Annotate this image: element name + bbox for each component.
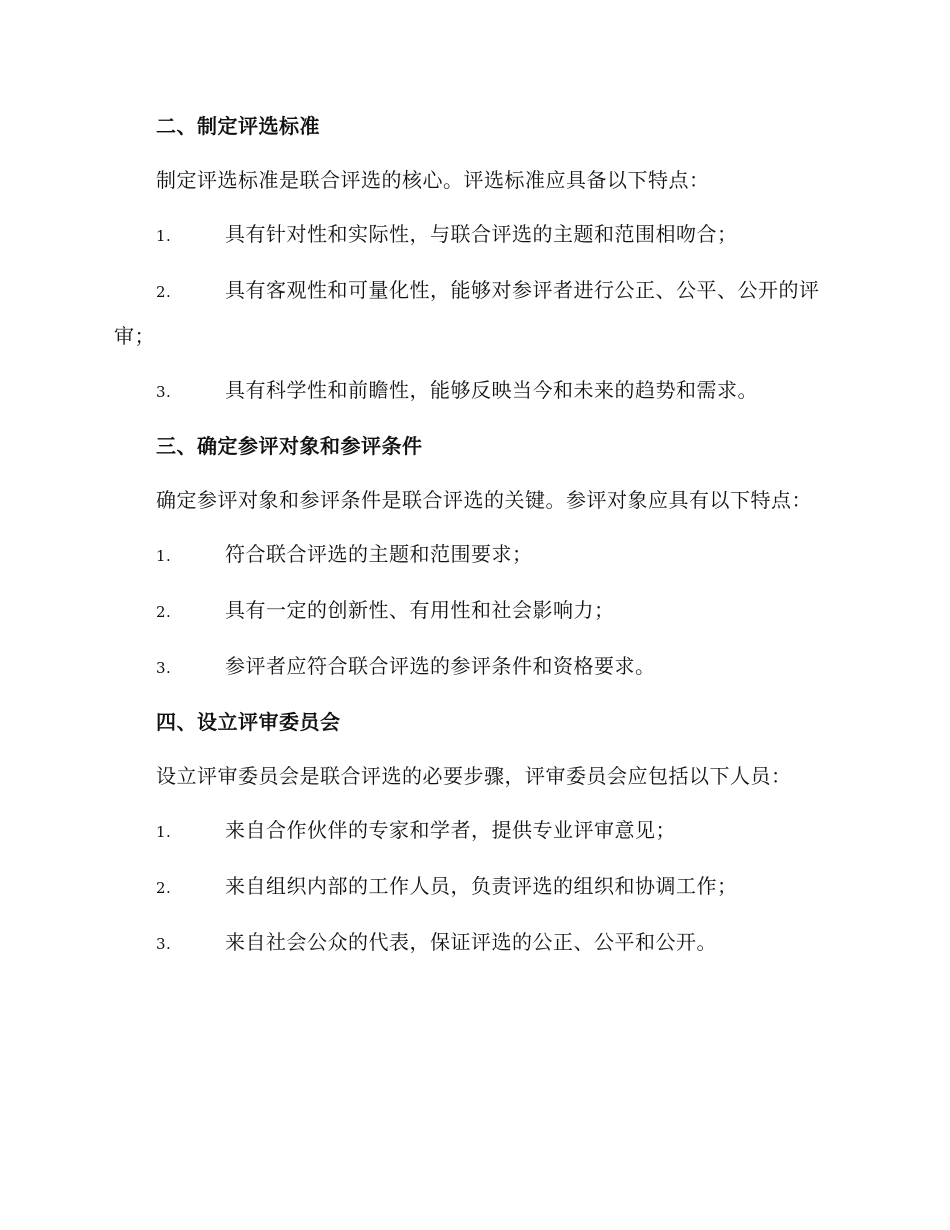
list-item — [114, 368, 836, 414]
list-item-number: 2. — [156, 283, 172, 301]
list-item — [114, 864, 836, 910]
list-item-number: 2. — [156, 603, 172, 621]
list-item-text: 具有客观性和可量化性，能够对参评者进行公正、公平、公开的评审； — [114, 278, 820, 348]
list-item-text: 来自合作伙伴的专家和学者，提供专业评审意见； — [225, 818, 676, 842]
list-item — [114, 212, 836, 258]
list-item-text: 具有针对性和实际性，与联合评选的主题和范围相吻合； — [225, 222, 738, 246]
list-item-text: 符合联合评选的主题和范围要求； — [225, 542, 533, 566]
document-body — [114, 104, 836, 976]
list-item — [114, 920, 836, 966]
list-item-number: 3. — [156, 935, 172, 953]
section-intro: 设立评审委员会是联合评选的必要步骤，评审委员会应包括以下人员： — [156, 764, 792, 788]
list-item — [114, 532, 836, 578]
list-item-text: 参评者应符合联合评选的参评条件和资格要求。 — [225, 654, 656, 678]
list-item-number: 3. — [156, 659, 172, 677]
list-item-number: 1. — [156, 547, 172, 565]
list-item — [114, 268, 836, 358]
list-item-number: 2. — [156, 879, 172, 897]
section-intro: 确定参评对象和参评条件是联合评选的关键。参评对象应具有以下特点： — [156, 488, 812, 512]
section-heading: 二、制定评选标准 — [156, 114, 320, 138]
list-item-number: 3. — [156, 383, 172, 401]
section-heading: 四、设立评审委员会 — [156, 710, 341, 734]
section-intro: 制定评选标准是联合评选的核心。评选标准应具备以下特点： — [156, 168, 710, 192]
list-item-text: 具有科学性和前瞻性，能够反映当今和未来的趋势和需求。 — [225, 378, 758, 402]
list-item — [114, 588, 836, 634]
list-item-text: 来自社会公众的代表，保证评选的公正、公平和公开。 — [225, 930, 717, 954]
list-item-number: 1. — [156, 227, 172, 245]
list-item — [114, 808, 836, 854]
list-item-text: 来自组织内部的工作人员，负责评选的组织和协调工作； — [225, 874, 738, 898]
list-item-number: 1. — [156, 823, 172, 841]
section-heading: 三、确定参评对象和参评条件 — [156, 434, 423, 458]
list-item-text: 具有一定的创新性、有用性和社会影响力； — [225, 598, 615, 622]
list-item — [114, 644, 836, 690]
